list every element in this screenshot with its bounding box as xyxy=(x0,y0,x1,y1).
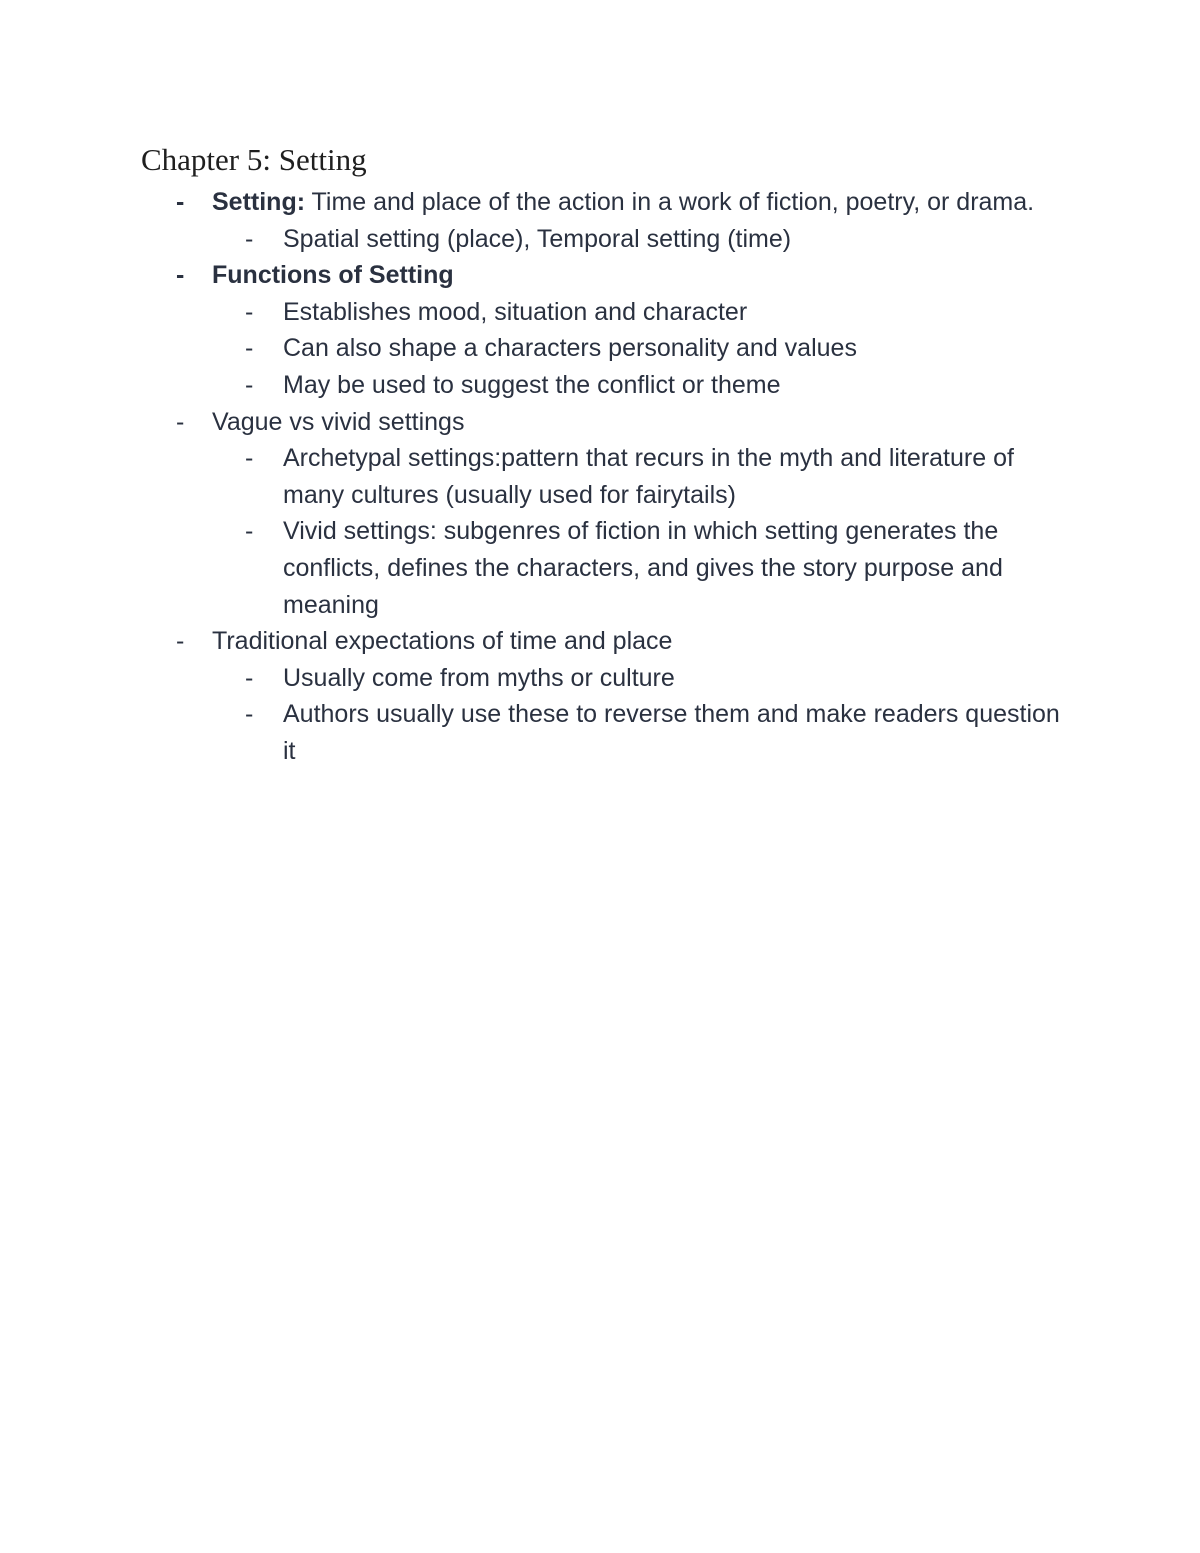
sub-list-item xyxy=(0,367,1073,404)
sub-list-item xyxy=(0,221,1073,258)
bullet-dash: - xyxy=(245,297,254,326)
bullet-dash: - xyxy=(245,517,254,546)
sub-list-item xyxy=(0,294,1073,331)
bullet-dash: - xyxy=(245,370,254,399)
item-text: Spatial setting (place), Temporal setting (time) xyxy=(283,224,792,253)
item-text: Vivid settings: subgenres of fiction in which setting generates the conflicts, defines the characters, and gives the story purpose and meaning xyxy=(283,517,1003,619)
item-text: Archetypal settings:pattern that recurs in the myth and literature of many cultures (usually used for fairytails) xyxy=(283,444,1014,509)
item-text: Authors usually use these to reverse them and make readers question it xyxy=(283,700,1060,765)
bullet-dash: - xyxy=(245,444,254,473)
sub-list-item xyxy=(0,330,1073,367)
item-text: Vague vs vivid settings xyxy=(212,407,465,436)
item-text: Usually come from myths or culture xyxy=(283,663,675,692)
bullet-dash: - xyxy=(176,407,185,436)
item-text: Can also shape a characters personality and values xyxy=(283,334,857,363)
list-item-vague-vs-vivid xyxy=(0,404,1062,441)
bullet-dash: - xyxy=(176,188,185,216)
list-item-traditional-expectations xyxy=(0,623,1062,660)
list-item-setting xyxy=(0,184,1062,221)
list-item-functions-of-setting xyxy=(0,257,1062,294)
sub-list-item xyxy=(0,440,1073,513)
bullet-dash: - xyxy=(245,700,254,729)
item-text: Time and place of the action in a work of fiction, poetry, or drama. xyxy=(305,188,1035,216)
notes-outline xyxy=(0,184,1200,770)
sub-list-item xyxy=(0,513,1073,623)
item-text: Establishes mood, situation and character xyxy=(283,297,748,326)
bullet-dash: - xyxy=(176,261,185,290)
bullet-dash: - xyxy=(245,334,254,363)
bullet-dash: - xyxy=(176,627,185,656)
term-label: Setting: xyxy=(212,188,306,216)
sub-list-item xyxy=(0,660,1073,697)
sub-list-item xyxy=(0,696,1073,769)
item-text: Traditional expectations of time and place xyxy=(212,627,673,656)
item-text: May be used to suggest the conflict or theme xyxy=(283,370,781,399)
bullet-dash: - xyxy=(245,663,254,692)
page-title: Chapter 5: Setting xyxy=(141,142,367,177)
term-label: Functions of Setting xyxy=(212,261,454,290)
bullet-dash: - xyxy=(245,224,254,253)
